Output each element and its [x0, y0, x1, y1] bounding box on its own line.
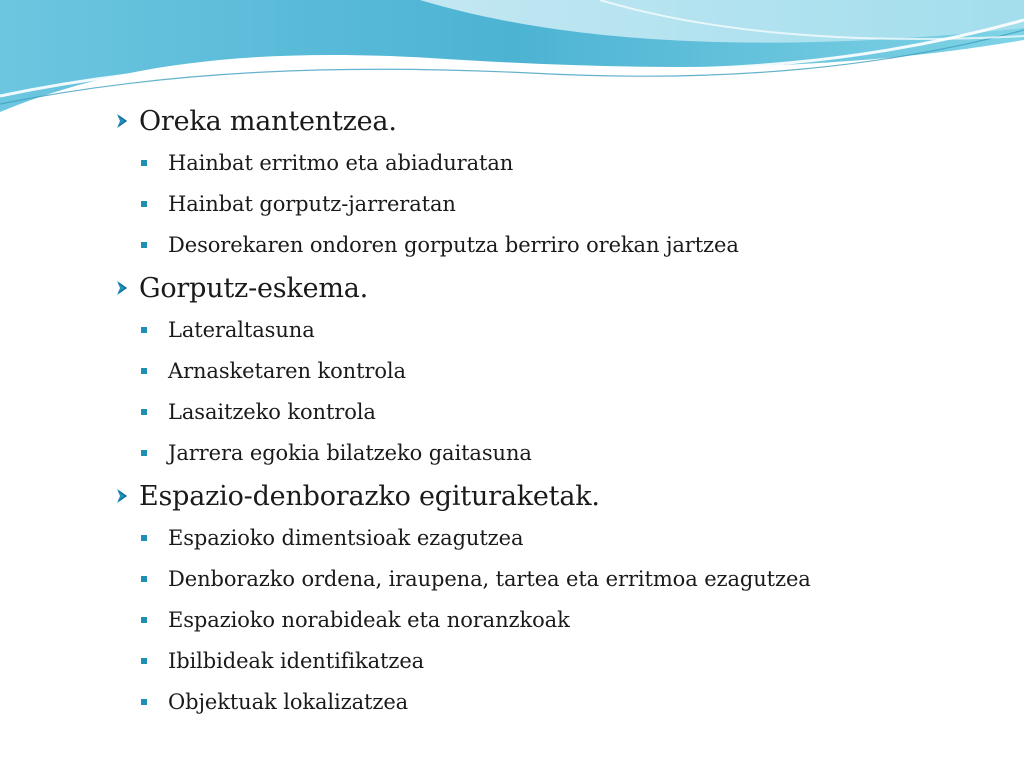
item-text: Hainbat gorputz-jarreratan: [168, 191, 456, 216]
item-text: Objektuak lokalizatzea: [168, 689, 409, 714]
item-text: Arnasketaren kontrola: [168, 358, 406, 383]
list-item: [108, 517, 988, 558]
square-bullet-icon: [141, 242, 147, 248]
list-item: [108, 309, 988, 350]
item-text: Desorekaren ondoren gorputza berriro orekan jartzea: [168, 232, 739, 257]
square-bullet-icon: [141, 535, 147, 541]
list-item: [108, 640, 988, 681]
arrow-bullet-icon: [108, 485, 138, 507]
section-heading: [108, 475, 988, 517]
section-heading: [108, 100, 988, 142]
item-text: Espazioko dimentsioak ezagutzea: [168, 525, 524, 550]
item-text: Lasaitzeko kontrola: [168, 399, 376, 424]
section-espazio-denborazko: [108, 475, 988, 722]
list-item: [108, 599, 988, 640]
section-gorputz-eskema: [108, 267, 988, 473]
square-bullet-icon: [141, 368, 147, 374]
arrow-bullet-icon: [108, 110, 138, 132]
arrow-bullet-icon: [108, 277, 138, 299]
square-bullet-icon: [141, 576, 147, 582]
list-item: [108, 558, 988, 599]
list-item: [108, 681, 988, 722]
list-item: [108, 224, 988, 265]
item-text: Denborazko ordena, iraupena, tartea eta erritmoa ezagutzea: [168, 566, 811, 591]
square-bullet-icon: [141, 327, 147, 333]
item-text: Lateraltasuna: [168, 317, 315, 342]
square-bullet-icon: [141, 658, 147, 664]
square-bullet-icon: [141, 160, 147, 166]
square-bullet-icon: [141, 201, 147, 207]
item-text: Jarrera egokia bilatzeko gaitasuna: [168, 440, 532, 465]
square-bullet-icon: [141, 450, 147, 456]
item-text: Hainbat erritmo eta abiaduratan: [168, 150, 514, 175]
list-item: [108, 350, 988, 391]
section-oreka: [108, 100, 988, 265]
item-text: Espazioko norabideak eta noranzkoak: [168, 607, 570, 632]
list-item: [108, 183, 988, 224]
section-title: Oreka mantentzea.: [139, 105, 397, 137]
square-bullet-icon: [141, 409, 147, 415]
list-item: [108, 142, 988, 183]
bullet-list: [108, 100, 988, 724]
section-title: Espazio-denborazko egituraketak.: [139, 480, 600, 512]
list-item: [108, 432, 988, 473]
item-text: Ibilbideak identifikatzea: [168, 648, 425, 673]
square-bullet-icon: [141, 699, 147, 705]
square-bullet-icon: [141, 617, 147, 623]
section-heading: [108, 267, 988, 309]
section-title: Gorputz-eskema.: [139, 272, 369, 304]
list-item: [108, 391, 988, 432]
